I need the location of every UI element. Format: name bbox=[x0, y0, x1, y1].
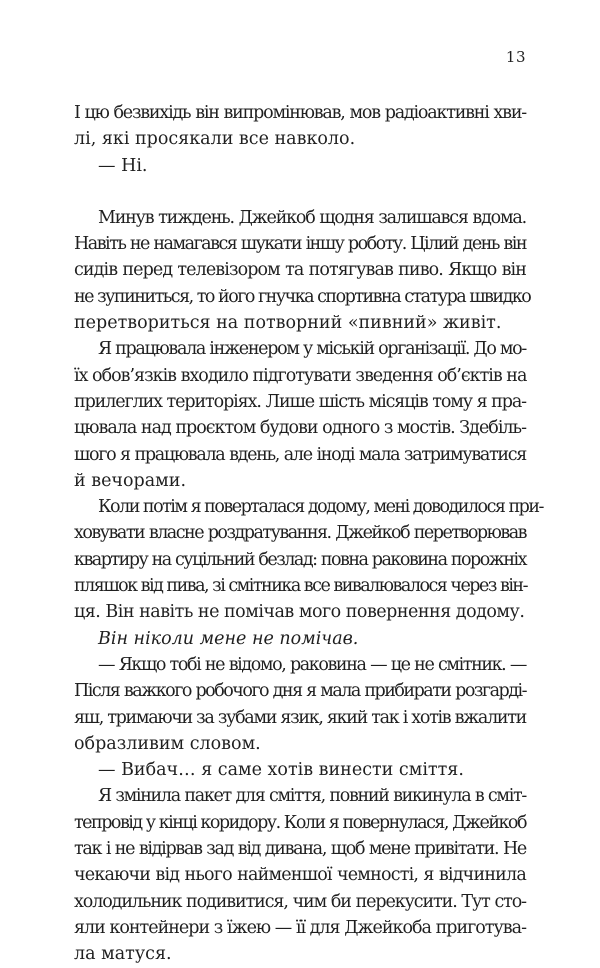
text-line: ховувати власне роздратування. Джейкоб перетворював bbox=[74, 523, 526, 544]
text-line: сидів перед телевізором та потягував пиво. Якщо він bbox=[74, 260, 526, 281]
text-line: лі, які просякали все навколо. bbox=[74, 129, 356, 150]
text-line: І цю безвихідь він випромінював, мов радіоактивні хви- bbox=[74, 103, 526, 123]
text-line: Я змінила пакет для сміття, повний викинула в сміт- bbox=[98, 786, 526, 807]
text-line: цювала над проєктом будови одного з мостів. Здебіль- bbox=[74, 418, 526, 439]
text-line: ла матуся. bbox=[74, 944, 172, 965]
dialogue-line: — Якщо тобі не відомо, раковина — це не смітник. — bbox=[98, 654, 526, 675]
dialogue-line: — Ні. bbox=[98, 155, 148, 176]
dialogue-line: — Вибач… я саме хотів винести сміття. bbox=[98, 760, 464, 781]
text-line: так і не відірвав зад від дивана, щоб мене привітати. Не bbox=[74, 839, 526, 860]
text-line: яш, тримаючи за зубами язик, який так і хотів вжалити bbox=[74, 707, 526, 728]
text-line: не зупиниться, то його гнучка спортивна статура швидко bbox=[74, 286, 531, 307]
text-line: прилеглих територіях. Лише шість місяців тому я пра- bbox=[74, 391, 526, 412]
text-line: перетвориться на потворний «пивний» живіт. bbox=[74, 313, 502, 334]
text-line: пляшок від пива, зі смітника все вивалювалося через він- bbox=[74, 576, 527, 597]
text-line: тепровід у кінці коридору. Коли я повернулася, Джейкоб bbox=[74, 812, 526, 833]
text-line: їх обов’язків входило підготувати зведення об’єктів на bbox=[74, 365, 527, 386]
text-line: чекаючи від нього найменшої чемності, я відчинила bbox=[74, 865, 526, 886]
body-text bbox=[74, 100, 543, 968]
page-number: 13 bbox=[505, 48, 526, 66]
text-line: Я працювала інженером у міській організації. До мо- bbox=[98, 339, 526, 360]
text-line: образливим словом. bbox=[74, 733, 261, 754]
text-line: й вечорами. bbox=[74, 470, 187, 491]
text-line: Після важкого робочого дня я мала прибирати розгарді- bbox=[74, 681, 526, 702]
text-line: холодильник подивитися, чим би перекусити. Тут сто- bbox=[74, 891, 526, 912]
text-line: Навіть не намагався шукати іншу роботу. Цілий день він bbox=[74, 234, 526, 255]
text-line: шого я працювала вдень, але іноді мала затримуватися bbox=[74, 444, 526, 465]
italic-line: Він ніколи мене не помічав. bbox=[98, 628, 359, 649]
text-line: ця. Він навіть не помічав мого повернення додому. bbox=[74, 602, 525, 623]
text-line: яли контейнери з їжею — її для Джейкоба приготува- bbox=[74, 917, 526, 938]
text-line: квартиру на суцільний безлад: повна раковина порожніх bbox=[74, 549, 526, 570]
section-break bbox=[74, 179, 526, 205]
text-line: Минув тиждень. Джейкоб щодня залишався вдома. bbox=[98, 207, 526, 228]
text-line: Коли потім я поверталася додому, мені доводилося при- bbox=[98, 497, 543, 518]
